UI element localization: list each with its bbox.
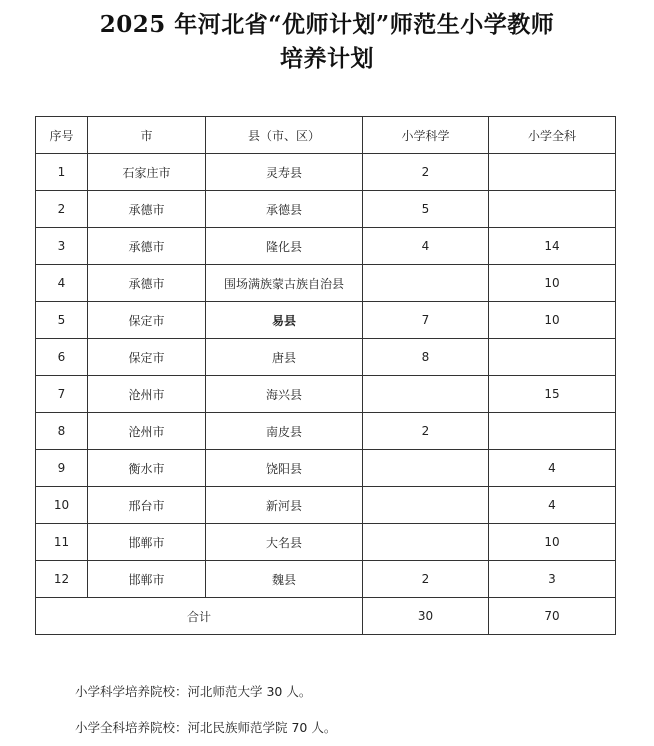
cell-no: 10 bbox=[36, 487, 88, 524]
cell-general bbox=[489, 191, 616, 228]
cell-science bbox=[363, 487, 489, 524]
table-row bbox=[36, 302, 616, 339]
cell-county: 隆化县 bbox=[206, 228, 363, 265]
cell-no: 1 bbox=[36, 154, 88, 191]
cell-science bbox=[363, 524, 489, 561]
title-line-1: 2025 年河北省“优师计划”师范生小学教师 bbox=[99, 11, 555, 38]
cell-county: 易县 bbox=[206, 302, 363, 339]
cell-city: 邢台市 bbox=[88, 487, 206, 524]
cell-no: 8 bbox=[36, 413, 88, 450]
header-science: 小学科学 bbox=[363, 117, 489, 154]
cell-general: 3 bbox=[489, 561, 616, 598]
table-row bbox=[36, 487, 616, 524]
cell-county: 新河县 bbox=[206, 487, 363, 524]
table-row bbox=[36, 561, 616, 598]
header-county: 县（市、区） bbox=[206, 117, 363, 154]
cell-county: 魏县 bbox=[206, 561, 363, 598]
header-general: 小学全科 bbox=[489, 117, 616, 154]
cell-city: 保定市 bbox=[88, 339, 206, 376]
table-row bbox=[36, 376, 616, 413]
header-city: 市 bbox=[88, 117, 206, 154]
cell-city: 衡水市 bbox=[88, 450, 206, 487]
cell-county: 饶阳县 bbox=[206, 450, 363, 487]
cell-science bbox=[363, 265, 489, 302]
cell-general bbox=[489, 339, 616, 376]
table-row bbox=[36, 450, 616, 487]
cell-science: 5 bbox=[363, 191, 489, 228]
table-total-row bbox=[36, 598, 616, 635]
cell-county: 承德县 bbox=[206, 191, 363, 228]
cell-general: 10 bbox=[489, 265, 616, 302]
cell-city: 承德市 bbox=[88, 228, 206, 265]
table-header-row bbox=[36, 117, 616, 154]
cell-general: 10 bbox=[489, 524, 616, 561]
cell-no: 2 bbox=[36, 191, 88, 228]
science-school-note: 小学科学培养院校：河北师范大学 30 人。 bbox=[75, 684, 312, 699]
cell-no: 12 bbox=[36, 561, 88, 598]
training-plan-table bbox=[35, 116, 616, 635]
cell-science: 2 bbox=[363, 413, 489, 450]
general-school-note: 小学全科培养院校：河北民族师范学院 70 人。 bbox=[75, 720, 337, 735]
table-row bbox=[36, 191, 616, 228]
table-row bbox=[36, 154, 616, 191]
document-title bbox=[0, 8, 654, 76]
cell-city: 承德市 bbox=[88, 191, 206, 228]
cell-county: 大名县 bbox=[206, 524, 363, 561]
cell-city: 沧州市 bbox=[88, 413, 206, 450]
cell-city: 保定市 bbox=[88, 302, 206, 339]
table-row bbox=[36, 413, 616, 450]
cell-science bbox=[363, 450, 489, 487]
cell-science: 2 bbox=[363, 154, 489, 191]
total-science: 30 bbox=[363, 598, 489, 635]
cell-general bbox=[489, 413, 616, 450]
total-general: 70 bbox=[489, 598, 616, 635]
cell-science: 2 bbox=[363, 561, 489, 598]
cell-no: 4 bbox=[36, 265, 88, 302]
cell-no: 6 bbox=[36, 339, 88, 376]
cell-general: 15 bbox=[489, 376, 616, 413]
cell-no: 11 bbox=[36, 524, 88, 561]
cell-county: 南皮县 bbox=[206, 413, 363, 450]
table-row bbox=[36, 524, 616, 561]
cell-county: 灵寿县 bbox=[206, 154, 363, 191]
cell-science: 8 bbox=[363, 339, 489, 376]
cell-city: 沧州市 bbox=[88, 376, 206, 413]
cell-city: 石家庄市 bbox=[88, 154, 206, 191]
cell-general: 4 bbox=[489, 450, 616, 487]
cell-county: 唐县 bbox=[206, 339, 363, 376]
cell-general: 4 bbox=[489, 487, 616, 524]
cell-city: 邯郸市 bbox=[88, 524, 206, 561]
cell-no: 9 bbox=[36, 450, 88, 487]
cell-no: 3 bbox=[36, 228, 88, 265]
cell-general bbox=[489, 154, 616, 191]
table-row bbox=[36, 265, 616, 302]
cell-city: 邯郸市 bbox=[88, 561, 206, 598]
title-line-2: 培养计划 bbox=[280, 45, 374, 72]
cell-no: 5 bbox=[36, 302, 88, 339]
header-no: 序号 bbox=[36, 117, 88, 154]
cell-general: 10 bbox=[489, 302, 616, 339]
table-row bbox=[36, 339, 616, 376]
cell-county: 海兴县 bbox=[206, 376, 363, 413]
cell-city: 承德市 bbox=[88, 265, 206, 302]
cell-science: 7 bbox=[363, 302, 489, 339]
cell-no: 7 bbox=[36, 376, 88, 413]
cell-general: 14 bbox=[489, 228, 616, 265]
table-row bbox=[36, 228, 616, 265]
total-label: 合计 bbox=[36, 598, 363, 635]
cell-science: 4 bbox=[363, 228, 489, 265]
cell-county: 围场满族蒙古族自治县 bbox=[206, 265, 363, 302]
cell-science bbox=[363, 376, 489, 413]
